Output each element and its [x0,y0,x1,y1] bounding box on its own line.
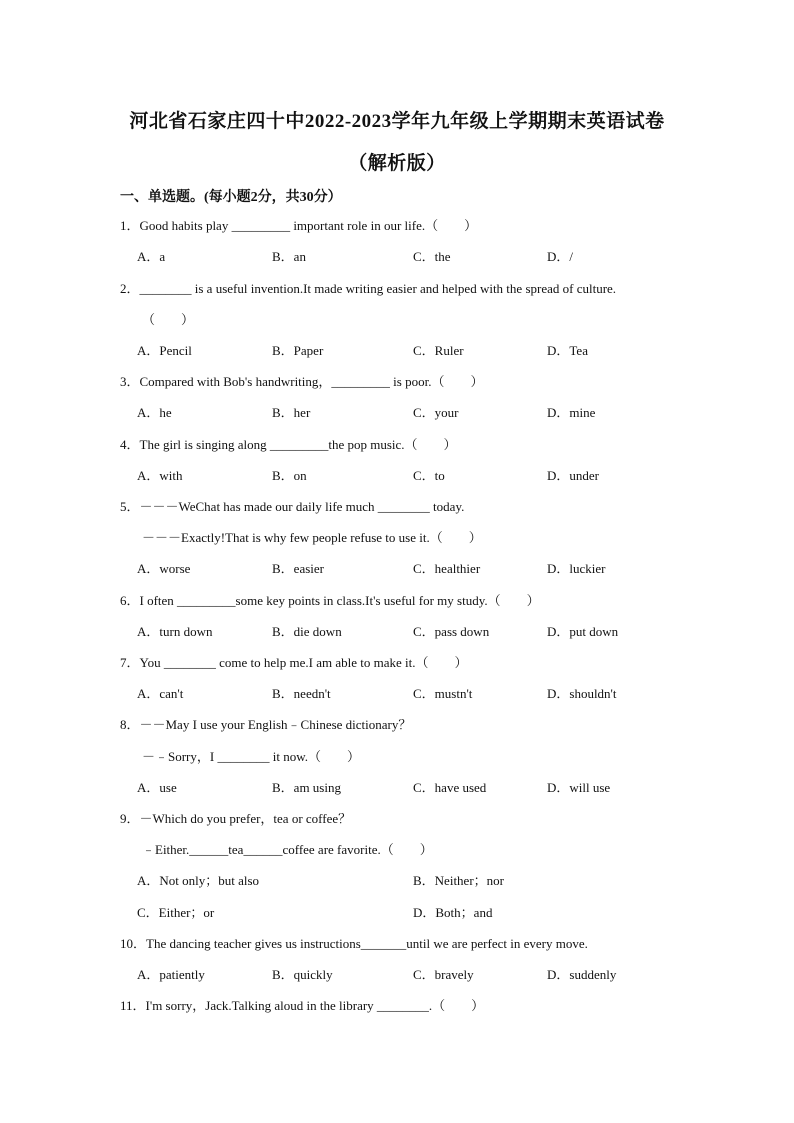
question-4: 4．The girl is singing along _________the pop music.（ ） [120,437,457,452]
question-5: 5．－－－WeChat has made our daily life much ________ today. [120,499,465,514]
option-4-a: A．with [137,468,183,483]
question-9: 9．－Which do you prefer，tea or coffee？ [120,811,352,826]
option-10-b: B．quickly [272,967,333,982]
question-11: 11．I'm sorry，Jack.Talking aloud in the library ________.（ ） [120,998,485,1013]
option-9-d: D．Both；and [413,905,493,920]
question-1: 1．Good habits play _________ important role in our life.（ ） [120,218,478,233]
option-4-d: D．under [547,468,599,483]
option-4-c: C．to [413,468,445,483]
option-6-b: B．die down [272,624,342,639]
question-2-cont: （ ） [142,312,195,327]
question-10: 10．The dancing teacher gives us instructions_______until we are perfect in every move. [120,936,588,951]
option-5-b: B．easier [272,561,324,576]
option-7-a: A．can't [137,686,184,701]
option-5-d: D．luckier [547,561,606,576]
option-7-b: B．needn't [272,686,331,701]
option-1-c: C．the [413,249,451,264]
option-3-d: D．mine [547,405,596,420]
option-5-c: C．healthier [413,561,481,576]
option-10-c: C．bravely [413,967,474,982]
question-9-cont: ﹣Either.______tea______coffee are favorite.（ ） [142,842,433,857]
option-1-a: A．a [137,249,166,264]
option-7-d: D．shouldn't [547,686,617,701]
option-6-c: C．pass down [413,624,490,639]
option-3-a: A．he [137,405,172,420]
section-heading: 一、单选题。(每小题2分，共30分） [120,190,342,205]
question-2: 2．________ is a useful invention.It made writing easier and helped with the spread of culture. [120,281,617,296]
option-1-b: B．an [272,249,306,264]
option-10-a: A．patiently [137,967,205,982]
option-2-b: B．Paper [272,343,324,358]
option-3-c: C．your [413,405,459,420]
option-1-d: D．/ [547,249,574,264]
option-2-a: A．Pencil [137,343,192,358]
question-5-cont: －－－Exactly!That is why few people refuse to use it.（ ） [142,530,482,545]
option-6-a: A．turn down [137,624,213,639]
option-8-d: D．will use [547,780,611,795]
option-8-b: B．am using [272,780,341,795]
option-9-a: A．Not only；but also [137,873,260,888]
option-2-c: C．Ruler [413,343,464,358]
option-10-d: D．suddenly [547,967,617,982]
option-3-b: B．her [272,405,311,420]
option-8-a: A．use [137,780,177,795]
option-5-a: A．worse [137,561,191,576]
exam-subtitle: （解析版） [348,153,446,174]
option-9-c: C．Either；or [137,905,215,920]
option-2-d: D．Tea [547,343,588,358]
question-8: 8．－－May I use your English﹣Chinese dictionary？ [120,717,412,732]
option-7-c: C．mustn't [413,686,473,701]
option-8-c: C．have used [413,780,487,795]
option-4-b: B．on [272,468,307,483]
option-6-d: D．put down [547,624,619,639]
question-8-cont: －﹣Sorry，I ________ it now.（ ） [142,749,360,764]
exam-title: 河北省石家庄四十中2022-2023学年九年级上学期期末英语试卷 [129,111,665,132]
question-3: 3．Compared with Bob's handwriting，_________ is poor.（ ） [120,374,484,389]
question-7: 7．You ________ come to help me.I am able to make it.（ ） [120,655,468,670]
option-9-b: B．Neither；nor [413,873,504,888]
question-6: 6．I often _________some key points in class.It's useful for my study.（ ） [120,593,540,608]
